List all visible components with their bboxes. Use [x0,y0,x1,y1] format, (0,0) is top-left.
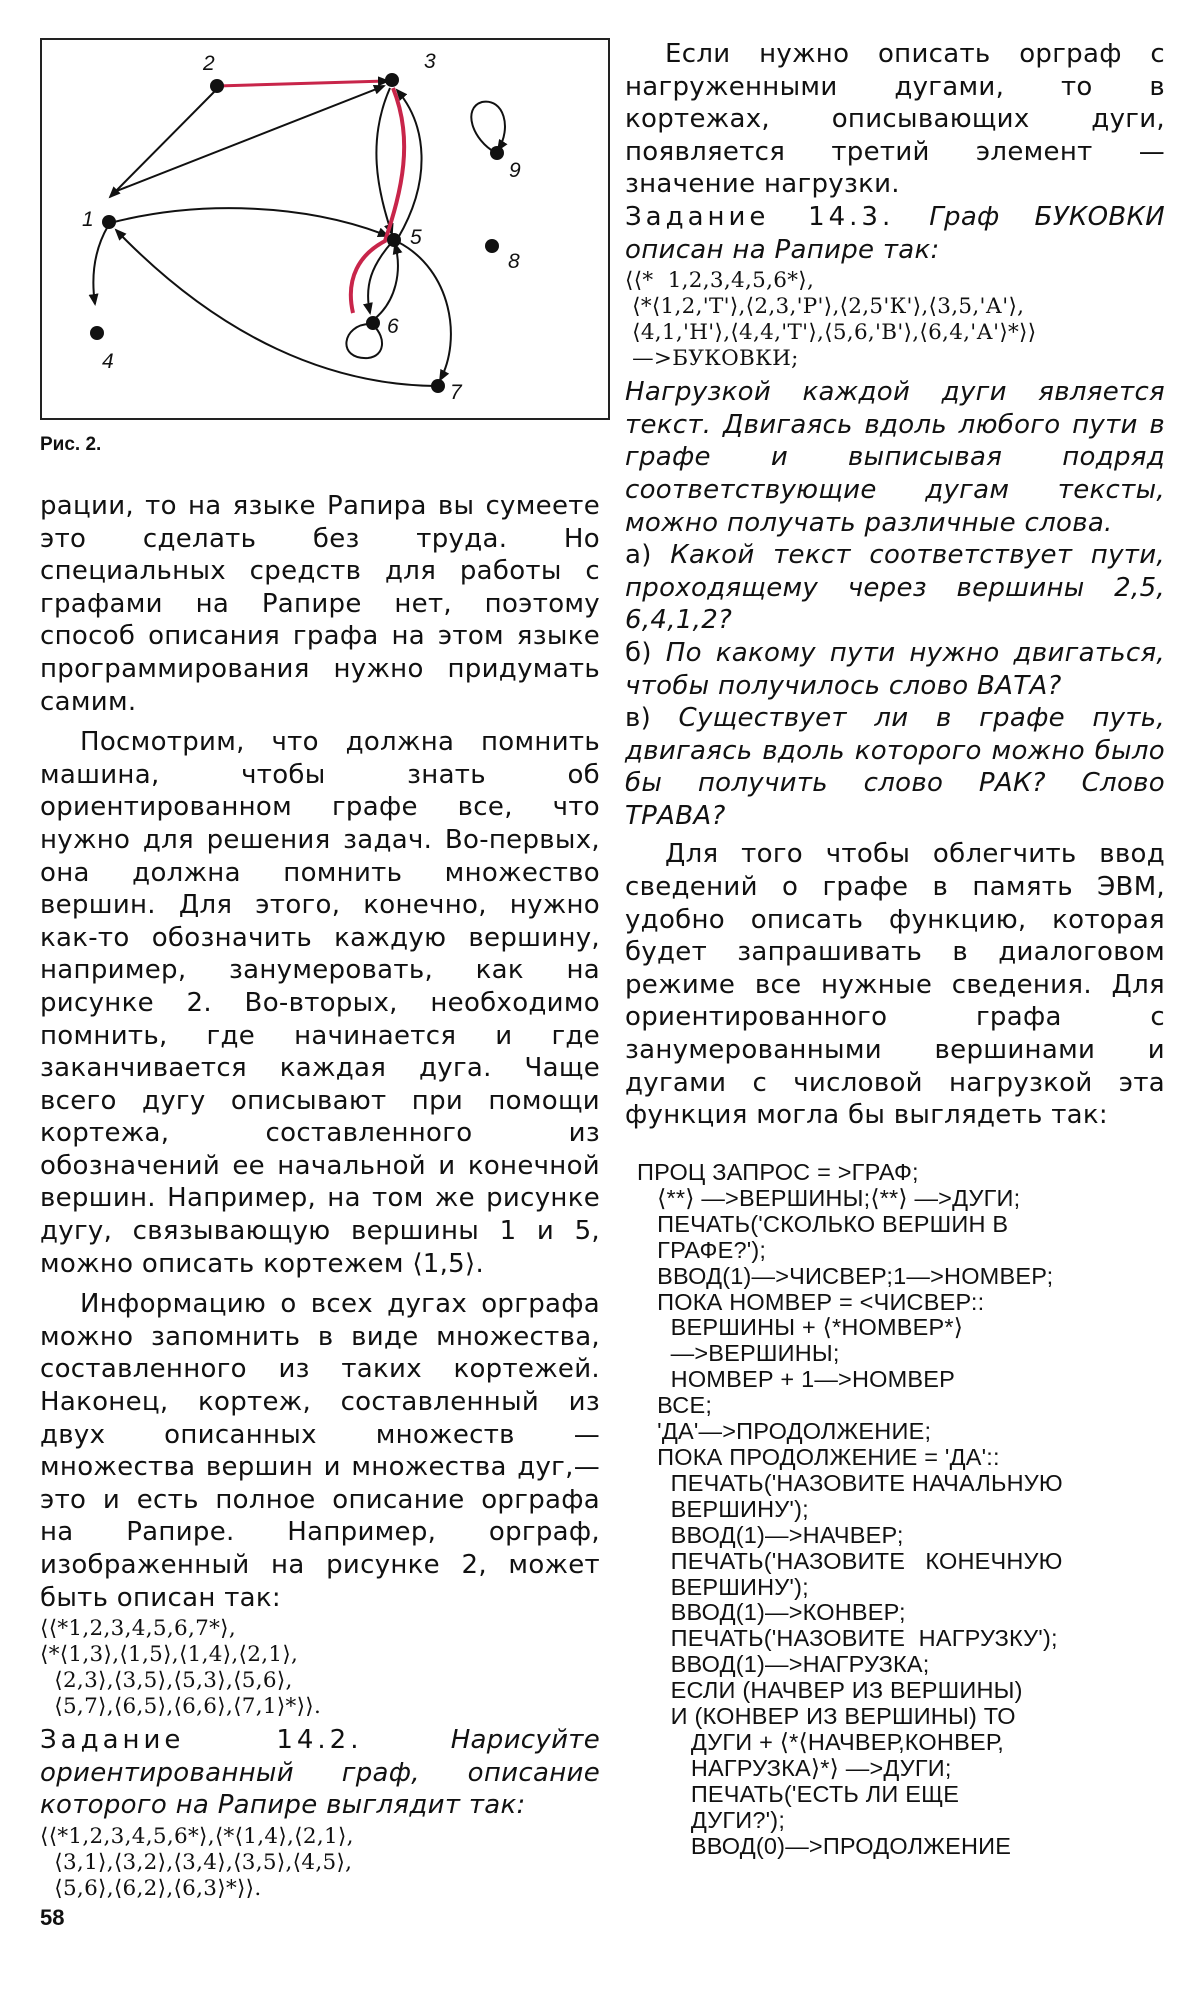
vertex-1 [102,215,116,229]
task-14-2-label: Задание 14.2. [40,1725,363,1756]
left-column [40,490,600,1906]
question-a-text: Какой текст соответствует пути, проходящему через вершины 2,5, 6,4,1,2? [625,540,1165,636]
vertex-8 [485,239,499,253]
left-paragraph-3: Информацию о всех дугах орграфа можно запомнить в виде множества, составленного из таких кортежей. Наконец, кортеж, составленный из двух описанных множеств — множества вершин и множества дуг,— это и есть полное описание орграфа на Рапире. Например, орграф, изображенный на рисунке 2, может быть описан так: [40,1289,600,1613]
vertex-2 [210,79,224,93]
vertex-9 [490,146,504,160]
edge-5-7 [398,242,451,380]
orgraph-description-code: ⟨⟨*1,2,3,4,5,6,7*⟩, ⟨*⟨1,3⟩,⟨1,5⟩,⟨1,4⟩,⟨2,1⟩, ⟨2,3⟩,⟨3,5⟩,⟨5,3⟩,⟨5,6⟩, ⟨5,7⟩,⟨6,5⟩,⟨6,6⟩,⟨7,1⟩*⟩⟩. [40,1616,322,1720]
task-14-3 [625,201,1165,266]
question-a [625,539,1165,637]
bukovki-code: ⟨⟨* 1,2,3,4,5,6*⟩, ⟨*⟨1,2,'Т'⟩,⟨2,3,'Р'⟩,⟨2,5'К'⟩,⟨3,5,'А'⟩, ⟨4,1,'Н'⟩,⟨4,4,'Т'⟩,⟨5,6,'В'⟩,⟨6,4,'А'⟩*⟩⟩ —>БУКОВКИ; [625,268,1037,372]
task-14-2-code: ⟨⟨*1,2,3,4,5,6*⟩,⟨*⟨1,4⟩,⟨2,1⟩, ⟨3,1⟩,⟨3,2⟩,⟨3,4⟩,⟨3,5⟩,⟨4,5⟩, ⟨5,6⟩,⟨6,2⟩,⟨6,3⟩*⟩⟩. [40,1823,354,1901]
vertex-labels [82,50,521,404]
program-listing: ПРОЦ ЗАПРОС = >ГРАФ; ⟨**⟩ —>ВЕРШИНЫ;⟨**⟩ —>ДУГИ; ПЕЧАТЬ('СКОЛЬКО ВЕРШИН В ГРАФЕ?'); ВВОД(1)—>ЧИСВЕР;1—>НОМВЕР; ПОКА НОМВЕР = <ЧИСВЕР:: ВЕРШИНЫ + ⟨*НОМВЕР*⟩ —>ВЕРШИНЫ; НОМВЕР + 1—>НОМВЕР ВСЕ; 'ДА'—>ПРОДОЛЖЕНИЕ; ПОКА ПРОДОЛЖЕНИЕ = 'ДА':: ПЕЧАТЬ('НАЗОВИТЕ НАЧАЛЬНУЮ ВЕРШИНУ'); ВВОД(1)—>НАЧВЕР; ПЕЧАТЬ('НАЗОВИТЕ КОНЕЧНУЮ ВЕРШИНУ'); ВВОД(1)—>КОНВЕР; ПЕЧАТЬ('НАЗОВИТЕ НАГРУЗКУ'); ВВОД(1)—>НАГРУЗКА; ЕСЛИ (НАЧВЕР ИЗ ВЕРШИНЫ) И (КОНВЕР ИЗ ВЕРШИНЫ) ТО ДУГИ + ⟨*⟨НАЧВЕР,КОНВЕР, НАГРУЗКА⟩*⟩ —>ДУГИ; ПЕЧАТЬ('ЕСТЬ ЛИ ЕЩЕ ДУГИ?'); ВВОД(0)—>ПРОДОЛЖЕНИЕ [637,1159,1063,1859]
question-b-label: б) [625,637,652,668]
task-14-3-text: Граф БУКОВКИ описан на Рапире так: [625,201,1166,265]
loop-9 [471,102,505,153]
question-c-label: в) [625,703,652,734]
right-paragraph-1: Если нужно описать орграф с нагруженными дугами, то в кортежах, описывающих дуги, появляется третий элемент — значение нагрузки. [625,39,1165,200]
right-paragraph-3: Для того чтобы облегчить ввод сведений о графе в память ЭВМ, удобно описать функцию, которая будет запрашивать в диалоговом режиме все нужные сведения. Для ориентированного графа с занумерованными вершинами и дугами с числовой нагрузкой эта функция могла бы выглядеть так: [625,839,1165,1131]
vertex-6 [366,316,380,330]
task-14-2 [40,1724,600,1822]
edge-6-5 [372,244,398,321]
graph-edges [93,81,505,386]
question-c-text: Существует ли в графе путь, двигаясь вдоль которого можно было бы получить слово РАК? Слово ТРАВА? [625,703,1165,831]
left-paragraph-2: Посмотрим, что должна помнить машина, чтобы знать об ориентированном графе все, что нужно для решения задач. Во-первых, она должна помнить множество вершин. Для этого, конечно, нужно как-то обозначить каждую вершину, например, занумеровать, как на рисунке 2. Во-вторых, необходимо помнить, где начинается и где заканчивается каждая дуга. Чаще всего дугу описывают при помощи кортежа, составленного из обозначений ее начальной и конечной вершин. Например, на том же рисунке дугу, связывающую вершины 1 и 5, можно описать кортежем ⟨1,5⟩. [40,727,600,1279]
vertex-label-8: 8 [508,250,520,273]
question-c [625,702,1165,832]
vertex-label-2: 2 [203,52,215,75]
task-14-3-label: Задание 14.3. [625,201,895,232]
right-column [625,38,1165,1132]
vertex-label-3: 3 [424,50,436,73]
edge-1-5 [114,208,388,236]
vertex-5 [387,233,401,247]
vertex-label-9: 9 [509,159,521,182]
page-number: 58 [40,1905,65,1930]
left-paragraph-1: рации, то на языке Рапира вы сумеете это сделать без труда. Но специальных средств для работы с графами на Рапире нет, поэтому способ описания графа на этом языке программирования нужно придумать самим. [40,491,600,717]
right-paragraph-2: Нагрузкой каждой дуги является текст. Двигаясь вдоль любого пути в графе и выписывая подряд соответствующие дугам тексты, можно получать различные слова. [625,377,1165,538]
loop-6 [346,324,382,358]
vertex-label-5: 5 [410,226,422,249]
edge-2-1 [110,91,215,197]
vertex-label-4: 4 [102,350,114,373]
edge-3-5 [376,88,392,234]
figure-caption: Рис. 2. [40,434,102,455]
task-14-2-text: Нарисуйте ориентированный граф, описание которого на Рапире выглядит так: [40,1725,601,1821]
vertex-label-7: 7 [450,381,462,404]
vertex-3 [385,73,399,87]
question-b-text: По какому пути нужно двигаться, чтобы получилось слово ВАТА? [625,637,1165,701]
edge-7-1 [116,230,436,386]
vertex-7 [431,379,445,393]
graph-svg [42,40,608,418]
question-b [625,637,1165,702]
vertex-label-1: 1 [82,208,94,231]
edge-1-3 [114,86,384,192]
edge-1-4 [93,226,108,304]
vertex-4 [90,326,104,340]
vertex-label-6: 6 [387,315,399,338]
graph-figure [40,38,610,420]
question-a-label: а) [625,540,652,571]
edge-2-3 [217,81,388,86]
